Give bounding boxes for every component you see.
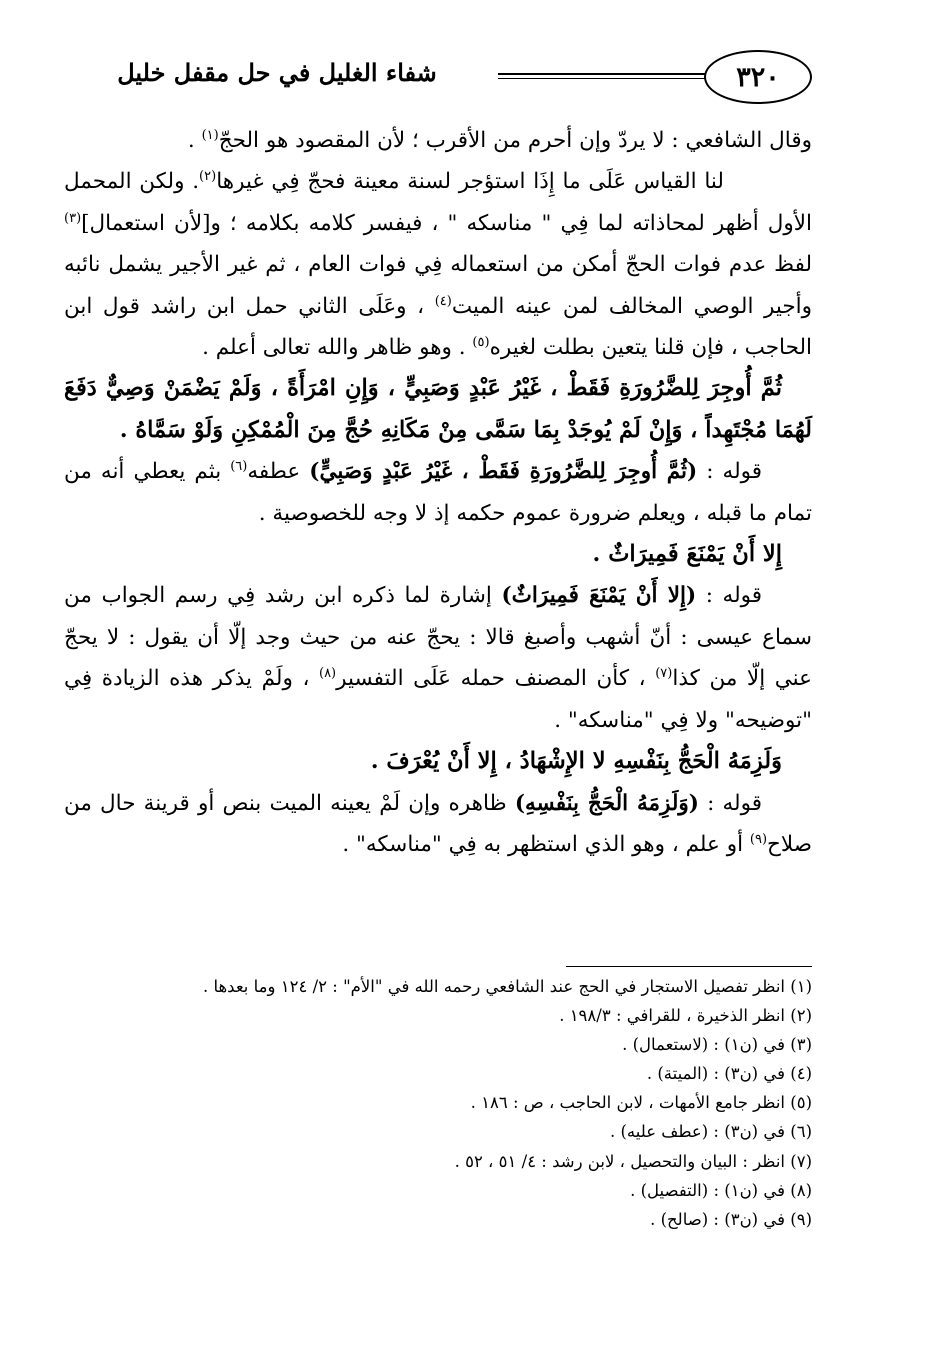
footnote-item: (٦) في (ن٣) : (عطف عليه) .	[609, 1122, 812, 1142]
matn-text: إِلا أَنْ يَمْنَعَ فَمِيرَاثٌ .	[592, 541, 782, 568]
footnote-item: (٢) انظر الذخيرة ، للقرافي : ١٩٨/٣ .	[559, 1006, 812, 1026]
footnote-ref[interactable]: (٧)	[655, 666, 673, 682]
running-header	[60, 50, 812, 108]
footnote-item: (٤) في (ن٣) : (الميتة) .	[646, 1064, 812, 1084]
footnote-ref[interactable]: (٥)	[472, 334, 490, 350]
footnote-item: (٩) في (ن٣) : (صالح) .	[650, 1209, 812, 1229]
main-text	[64, 120, 812, 865]
book-title: شفاء الغليل في حل مقفل خليل	[117, 58, 437, 87]
footnote-ref[interactable]: (٢)	[199, 169, 217, 185]
footnote-separator	[566, 966, 812, 967]
footnotes	[112, 972, 812, 1234]
footnote-ref[interactable]: (٨)	[318, 666, 337, 682]
footnote-ref[interactable]: (٣)	[64, 210, 82, 226]
paragraph: قوله : (ثُمَّ أُوجِرَ لِلضَّرُورَةِ فَقَطْ ، غَيْرُ عَبْدٍ وَصَبِيٍّ) عطفه$^{(٦)}$ بثم يعطي أنه من تمام ما قبله ، ويعلم ضرورة عموم حكمه إذ لا وجه للخصوصية .	[64, 459, 812, 526]
footnote-item: (٣) في (ن١) : (لاستعمال) .	[622, 1035, 812, 1055]
footnote-item: (٧) انظر : البيان والتحصيل ، لابن رشد : ٤/ ٥١ ، ٥٢ .	[454, 1151, 812, 1171]
paragraph: وقال الشافعي : لا يردّ وإن أحرم من الأقرب ؛ لأن المقصود هو الحجّ$^{(١)}$ .	[187, 127, 812, 153]
matn-text: ثُمَّ أُوجِرَ لِلضَّرُورَةِ فَقَطْ ، غَيْرُ عَبْدٍ وَصَبِيٍّ ، وَإِنِ امْرَأَةً ، وَلَمْ يَضْمَنْ وَصِيٌّ دَفَعَ لَهُمَا مُجْتَهِداً ، وَإِنْ لَمْ يُوجَدْ بِمَا سَمَّى مِنْ مَكَانِهِ حُجَّ مِنَ الْمُمْكِنِ وَلَوْ سَمَّاهُ .	[64, 375, 812, 443]
paragraph: قوله : (إِلا أَنْ يَمْنَعَ فَمِيرَاثٌ) إشارة لما ذكره ابن رشد فِي رسم الجواب من سماع عيسى : أنّ أشهب وأصبغ قالا : يحجّ عنه من حيث وجد إلّا أن يقول : لا يحجّ عني إلّا من كذا$^{(٧)}$ ، كأن المصنف حمله عَلَى التفسير$^{(٨)}$ ، ولَمْ يذكر هذه الزيادة فِي "توضيحه" ولا فِي "مناسكه" .	[64, 583, 812, 733]
matn-text: وَلَزِمَهُ الْحَجُّ بِنَفْسِهِ لا الإِشْهَادُ ، إِلا أَنْ يُعْرَفَ .	[370, 748, 782, 775]
footnote-ref[interactable]: (١)	[201, 127, 219, 143]
paragraph: قوله : (وَلَزِمَهُ الْحَجُّ بِنَفْسِهِ) ظاهره وإن لَمْ يعينه الميت بنص أو قرينة حال من صلاح$^{(٩)}$ أو علم ، وهو الذي استظهر به فِي "مناسكه" .	[64, 790, 812, 857]
footnote-item: (٥) انظر جامع الأمهات ، لابن الحاجب ، ص : ١٨٦ .	[470, 1093, 812, 1113]
paragraph: لنا القياس عَلَى ما إِذَا استؤجر لسنة معينة فحجّ فِي غيرها$^{(٢)}$. ولكن المحمل الأول أظهر لمحاذاته لما فِي " مناسكه " ، فيفسر كلامه بكلامه ؛ و[لأن استعمال]$^{(٣)}$ لفظ عدم فوات الحجّ أمكن من استعماله فِي فوات العام ، ثم غير الأجير يشمل نائبه وأجير الوصي المخالف لمن عينه الميت$^{(٤)}$ ، وعَلَى الثاني حمل ابن راشد قول ابن الحاجب ، فإن قلنا يتعين بطلت لغيره$^{(٥)}$ . وهو ظاهر والله تعالى أعلم .	[64, 169, 812, 361]
footnote-ref[interactable]: (٩)	[749, 831, 768, 847]
footnote-ref[interactable]: (٤)	[434, 293, 452, 309]
quoted-matn: (وَلَزِمَهُ الْحَجُّ بِنَفْسِهِ)	[514, 790, 699, 816]
footnote-ref[interactable]: (٦)	[230, 459, 248, 475]
quoted-matn: (إِلا أَنْ يَمْنَعَ فَمِيرَاثٌ)	[501, 583, 697, 609]
footnote-item: (١) انظر تفصيل الاستجار في الحج عند الشافعي رحمه الله في "الأم" : ٢/ ١٢٤ وما بعدها .	[202, 977, 812, 996]
page-number: ٣٢٠	[704, 50, 812, 104]
header-rule	[498, 73, 706, 79]
footnote-item: (٨) في (ن١) : (التفصيل) .	[630, 1180, 812, 1200]
quoted-matn: (ثُمَّ أُوجِرَ لِلضَّرُورَةِ فَقَطْ ، غَيْرُ عَبْدٍ وَصَبِيٍّ)	[309, 459, 698, 485]
